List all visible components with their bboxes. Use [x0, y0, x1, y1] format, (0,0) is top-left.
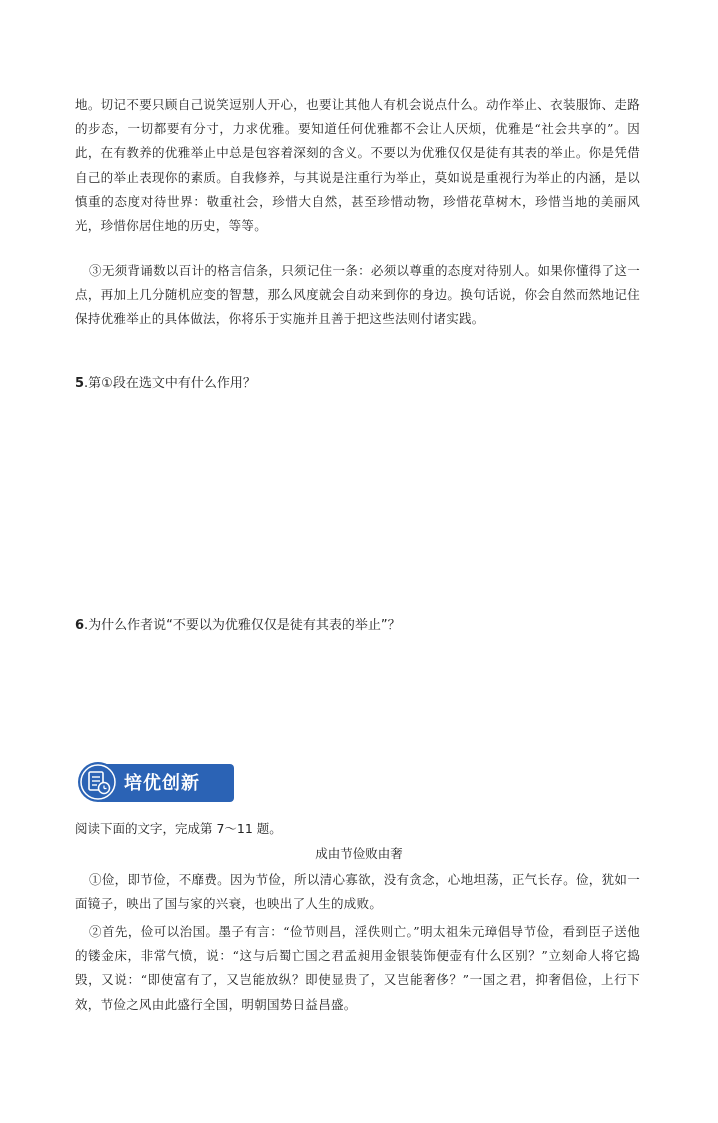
question-text: .为什么作者说“不要以为优雅仅仅是徒有其表的举止”？ [84, 618, 401, 633]
question-number: 5 [75, 376, 85, 391]
question-number: 6 [75, 618, 85, 633]
passage1-paragraph-3: ③无须背诵数以百计的格言信条，只须记住一条：必须以尊重的态度对待别人。如果你懂得了这一点，再加上几分随机应变的智慧，那么风度就会自动来到你的身边。换句话说，你会自然而然地记住保持优雅举止的具体做法，你将乐于实施并且善于把这些法则付诸实践。 [75, 263, 640, 327]
reading-instruction: 阅读下面的文字，完成第 7～11 题。 [75, 821, 282, 836]
question-5 [75, 372, 256, 391]
passage2-title: 成由节俭败由奢 [315, 846, 403, 861]
section-banner [76, 760, 236, 802]
passage2-paragraph-2: ②首先，俭可以治国。墨子有言：“俭节则昌，淫佚则亡。”明太祖朱元璋倡导节俭，看到臣子送他的镂金床，非常气愤，说：“这与后蜀亡国之君孟昶用金银装饰便壶有什么区别？”立刻命人将它捣毁，又说：“即使富有了，又岂能放纵？即使显贵了，又岂能奢侈？”一国之君，抑奢倡俭，上行下效，节俭之风由此盛行全国，明朝国势日益昌盛。 [75, 924, 640, 1012]
question-text: .第①段在选文中有什么作用？ [84, 376, 256, 391]
passage1-paragraph-continued: 地。切记不要只顾自己说笑逗别人开心，也要让其他人有机会说点什么。动作举止、衣装服饰、走路的步态，一切都要有分寸，力求优雅。要知道任何优雅都不会让人厌烦，优雅是“社会共享的”。因此，在有教养的优雅举止中总是包容着深刻的含义。不要以为优雅仅仅是徒有其表的举止。你是凭借自己的举止表现你的素质。自我修养，与其说是注重行为举止，莫如说是重视行为举止的内涵，是以慎重的态度对待世界：敬重社会，珍惜大自然，甚至珍惜动物，珍惜花草树木，珍惜当地的美丽风光，珍惜你居住地的历史，等等。 [75, 97, 640, 234]
passage2-paragraph-1: ①俭，即节俭，不靡费。因为节俭，所以清心寡欲，没有贪念，心地坦荡，正气长存。俭，犹如一面镜子，映出了国与家的兴衰，也映出了人生的成败。 [75, 872, 640, 912]
question-6 [75, 614, 401, 633]
document-clock-icon [76, 760, 120, 804]
section-title: 培优创新 [124, 773, 200, 794]
